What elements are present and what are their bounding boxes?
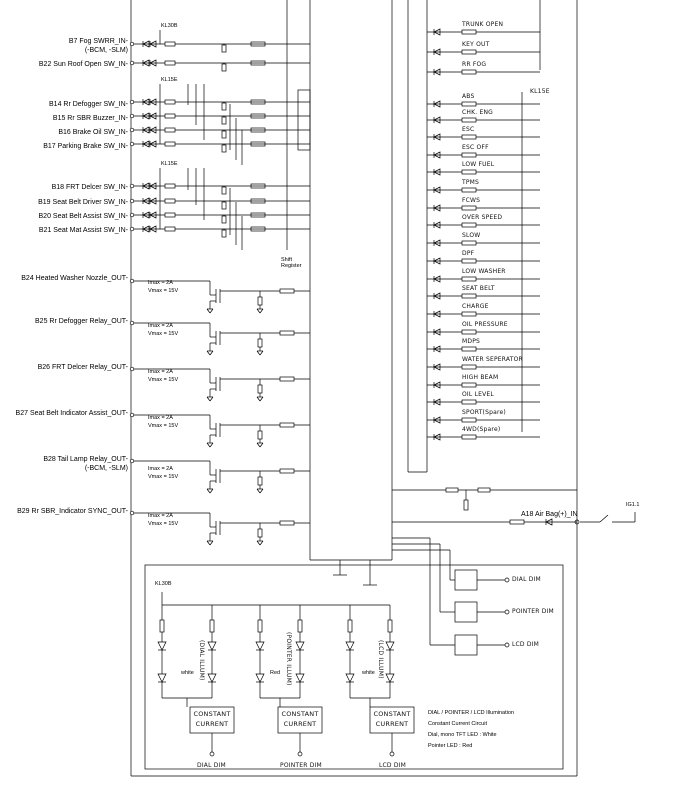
input-pin-6 xyxy=(130,184,134,188)
warning-resistor-12 xyxy=(462,259,476,263)
warning-resistor-9 xyxy=(462,206,476,210)
illum-led-a-3 xyxy=(296,642,304,650)
illum-led-b-4 xyxy=(346,674,354,682)
warning-resistor-3 xyxy=(462,102,476,106)
warning-resistor-13 xyxy=(462,277,476,281)
cc-box-lcd-line1: CONSTANT xyxy=(373,710,411,718)
warning-label-2: RR FOG xyxy=(462,61,487,68)
warning-label-11: SLOW xyxy=(462,232,481,239)
input-resistor-7 xyxy=(165,199,175,203)
input-pin-4 xyxy=(130,128,134,132)
warning-resistor-21 xyxy=(462,418,476,422)
output-pulldown-2 xyxy=(258,385,262,393)
output-resistor-0 xyxy=(280,289,294,293)
input-pin-3 xyxy=(130,114,134,118)
warning-label-0: TRUNK OPEN xyxy=(462,21,504,28)
warning-label-21: SPORT(Spare) xyxy=(462,409,506,416)
output-pin-3 xyxy=(130,413,134,417)
warning-label-6: ESC OFF xyxy=(462,144,489,151)
input-resistor-6 xyxy=(165,184,175,188)
warning-label-16: OIL PRESSURE xyxy=(462,321,508,328)
input-pulldown-4 xyxy=(222,131,226,138)
warning-resistor-0 xyxy=(462,30,476,34)
illum-resistor-5 xyxy=(388,620,392,632)
input-resistor-3 xyxy=(165,114,175,118)
output-vmax-b26: Vmax = 15V xyxy=(148,377,179,383)
lcd-dim-output: LCD DIM xyxy=(512,641,540,648)
output-imax-b29: Imax = 2A xyxy=(148,513,173,519)
illum-resistor-1 xyxy=(210,620,214,632)
illum-led-a-1 xyxy=(208,642,216,650)
shift-register-label: Shift Register xyxy=(281,257,302,269)
input-pulldown-0 xyxy=(222,45,226,52)
warning-label-9: FCWS xyxy=(462,197,481,204)
output-vmax-b24: Vmax = 15V xyxy=(148,288,179,294)
input-label-b22: B22 Sun Roof Open SW_IN- xyxy=(38,61,128,68)
input-pin-0 xyxy=(130,42,134,46)
input-pulldown-2 xyxy=(222,103,226,110)
bottom-pointer-dim: POINTER DIM xyxy=(280,762,322,769)
input-pin-2 xyxy=(130,100,134,104)
illum-led-b-2 xyxy=(256,674,264,682)
input-resistor-5 xyxy=(165,142,175,146)
warning-resistor-6 xyxy=(462,153,476,157)
input-resistor-1 xyxy=(165,61,175,65)
cc-box-lcd-line2: CURRENT xyxy=(375,720,409,728)
output-label-b28: B28 Tail Lamp Relay_OUT- xyxy=(43,456,128,463)
airbag-label: A18 Air Bag(+)_IN xyxy=(521,511,578,518)
input-resistor-4 xyxy=(165,128,175,132)
input-resistor-0 xyxy=(165,42,175,46)
warning-resistor-16 xyxy=(462,330,476,334)
input-label-b21: B21 Seat Mat Assist SW_IN- xyxy=(38,227,128,234)
input-pulldown-5 xyxy=(222,145,226,152)
warning-label-17: MDPS xyxy=(462,338,481,345)
input-pin-8 xyxy=(130,213,134,217)
airbag-resistor-2 xyxy=(478,488,490,492)
input-resistor-8 xyxy=(165,213,175,217)
output-label-b26: B26 FRT Delcer Relay_OUT- xyxy=(37,364,128,371)
warning-label-19: HIGH BEAM xyxy=(462,374,499,381)
cc-box-dial-line2: CURRENT xyxy=(195,720,229,728)
input-label-b14: B14 Rr Defogger SW_IN- xyxy=(49,101,128,108)
illum-led-b-0 xyxy=(158,674,166,682)
warning-label-4: CHK. ENG xyxy=(462,109,493,116)
warning-label-18: WATER SEPERATOR xyxy=(462,356,523,363)
warning-label-5: ESC xyxy=(462,126,475,133)
warning-resistor-14 xyxy=(462,294,476,298)
warning-resistor-2 xyxy=(462,70,476,74)
warning-resistor-11 xyxy=(462,241,476,245)
illum-resistor-3 xyxy=(298,620,302,632)
output-vmax-b25: Vmax = 15V xyxy=(148,331,179,337)
illum-led-a-0 xyxy=(158,642,166,650)
output-vmax-b27: Vmax = 15V xyxy=(148,423,179,429)
input-pin-7 xyxy=(130,199,134,203)
warning-label-14: SEAT BELT xyxy=(462,285,495,292)
warning-resistor-10 xyxy=(462,223,476,227)
output-label-b25: B25 Rr Defogger Relay_OUT- xyxy=(35,318,128,325)
output-imax-b28: Imax = 2A xyxy=(148,466,173,472)
output-pulldown-3 xyxy=(258,431,262,439)
illum-resistor-2 xyxy=(258,620,262,632)
input-label-b15: B15 Rr SBR Buzzer_IN- xyxy=(52,115,128,122)
warning-label-3: ABS xyxy=(462,93,475,100)
output-resistor-5 xyxy=(280,521,294,525)
note-2: Constant Current Circuit xyxy=(428,721,487,727)
input-pulldown-9 xyxy=(222,230,226,237)
input-label-b20: B20 Seat Belt Assist SW_IN- xyxy=(38,213,128,220)
warning-resistor-17 xyxy=(462,347,476,351)
warning-resistor-8 xyxy=(462,188,476,192)
output-vmax-b28: Vmax = 15V xyxy=(148,474,179,480)
output-pulldown-5 xyxy=(258,529,262,537)
output-pulldown-1 xyxy=(258,339,262,347)
input-label-b19: B19 Seat Belt Driver SW_IN- xyxy=(38,199,128,206)
output-label-b24: B24 Heated Washer Nozzle_OUT- xyxy=(21,275,128,282)
dial-dim-output: DIAL DIM xyxy=(512,576,541,583)
warning-label-13: LOW WASHER xyxy=(462,268,506,275)
warning-resistor-19 xyxy=(462,383,476,387)
output-pin-2 xyxy=(130,367,134,371)
input-label-b16: B16 Brake Oil SW_IN- xyxy=(58,129,128,136)
output-resistor-1 xyxy=(280,331,294,335)
pointer-illum-label: (POINTER ILLUM) xyxy=(285,632,292,686)
input-sublabel-b7: (-BCM, -SLM) xyxy=(84,47,128,54)
warning-resistor-7 xyxy=(462,170,476,174)
input-pin-9 xyxy=(130,227,134,231)
warning-label-10: OVER SPEED xyxy=(462,214,503,221)
input-pulldown-1 xyxy=(222,64,226,71)
dial-illum-label: (DIAL ILLUM) xyxy=(198,640,205,681)
output-pin-5 xyxy=(130,511,134,515)
warning-label-1: KEY OUT xyxy=(462,41,490,48)
output-pin-1 xyxy=(130,321,134,325)
warning-resistor-20 xyxy=(462,400,476,404)
output-pin-0 xyxy=(130,279,134,283)
input-pulldown-8 xyxy=(222,216,226,223)
input-resistor-9 xyxy=(165,227,175,231)
output-pulldown-4 xyxy=(258,477,262,485)
output-imax-b26: Imax = 2A xyxy=(148,369,173,375)
led-color-pointer: Red xyxy=(270,670,281,676)
lcd-illum-label: (LCD ILLUM) xyxy=(377,640,384,679)
input-pin-5 xyxy=(130,142,134,146)
output-resistor-4 xyxy=(280,469,294,473)
bottom-lcd-dim: LCD DIM xyxy=(379,762,407,769)
cc-box-dial-line1: CONSTANT xyxy=(193,710,231,718)
output-resistor-3 xyxy=(280,423,294,427)
airbag-pulldown xyxy=(464,500,468,510)
illum-led-a-5 xyxy=(386,642,394,650)
input-label-b7: B7 Fog SWRR_IN- xyxy=(68,38,128,45)
warning-resistor-4 xyxy=(462,118,476,122)
note-1: DIAL / POINTER / LCD Illumination xyxy=(428,710,514,716)
output-imax-b27: Imax = 2A xyxy=(148,415,173,421)
warning-resistor-5 xyxy=(462,135,476,139)
input-label-b18: B18 FRT Delcer SW_IN- xyxy=(51,184,128,191)
illum-resistor-4 xyxy=(348,620,352,632)
warning-label-22: 4WD(Spare) xyxy=(462,426,501,433)
warning-label-15: CHARGE xyxy=(462,303,489,310)
output-resistor-2 xyxy=(280,377,294,381)
output-pulldown-0 xyxy=(258,297,262,305)
kl15e-upper-label: KL15E xyxy=(161,77,178,83)
warning-label-12: DPF xyxy=(462,250,475,257)
output-label-b27: B27 Seat Belt Indicator Assist_OUT- xyxy=(15,410,128,417)
illum-led-b-5 xyxy=(386,674,394,682)
output-sublabel-b28: (-BCM, -SLM) xyxy=(84,465,128,472)
input-pulldown-6 xyxy=(222,187,226,194)
note-4: Pointer LED : Red xyxy=(428,743,473,749)
illum-led-a-4 xyxy=(346,642,354,650)
ig1-label: IG1.1 xyxy=(626,502,640,508)
input-label-b17: B17 Parking Brake SW_IN- xyxy=(43,143,128,150)
illum-led-b-3 xyxy=(296,674,304,682)
illum-led-b-1 xyxy=(208,674,216,682)
warning-label-8: TPMS xyxy=(462,179,480,186)
output-pin-4 xyxy=(130,459,134,463)
led-color-lcd: white xyxy=(362,670,375,676)
input-pin-1 xyxy=(130,61,134,65)
output-imax-b25: Imax = 2A xyxy=(148,323,173,329)
input-pulldown-3 xyxy=(222,117,226,124)
led-color-dial: white xyxy=(181,670,194,676)
warning-label-20: OIL LEVEL xyxy=(462,391,494,398)
warning-resistor-22 xyxy=(462,435,476,439)
airbag-series-resistor xyxy=(510,520,524,524)
illum-resistor-0 xyxy=(160,620,164,632)
bottom-dial-dim: DIAL DIM xyxy=(197,762,226,769)
kl30b-bottom-label: KL30B xyxy=(155,581,172,587)
cc-box-pointer-line2: CURRENT xyxy=(283,720,317,728)
cc-box-pointer-line1: CONSTANT xyxy=(281,710,319,718)
pointer-dim-output: POINTER DIM xyxy=(512,608,554,615)
kl30b-top-label: KL30B xyxy=(161,23,178,29)
warning-resistor-15 xyxy=(462,312,476,316)
output-vmax-b29: Vmax = 15V xyxy=(148,521,179,527)
warning-label-7: LOW FUEL xyxy=(462,161,495,168)
warning-resistor-18 xyxy=(462,365,476,369)
output-imax-b24: Imax = 2A xyxy=(148,280,173,286)
input-resistor-2 xyxy=(165,100,175,104)
airbag-resistor-1 xyxy=(446,488,458,492)
kl15e-lower-label: KL15E xyxy=(161,161,178,167)
output-label-b29: B29 Rr SBR_Indicator SYNC_OUT- xyxy=(17,508,128,515)
illum-led-a-2 xyxy=(256,642,264,650)
warning-resistor-1 xyxy=(462,50,476,54)
input-pulldown-7 xyxy=(222,202,226,209)
kl15e-right-label: KL15E xyxy=(530,88,550,95)
note-3: Dial, mono TFT LED : White xyxy=(428,732,497,738)
